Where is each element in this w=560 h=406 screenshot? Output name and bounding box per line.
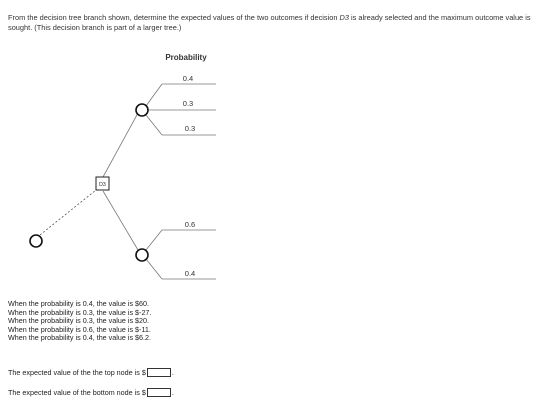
bottom-probability-2: 0.4	[184, 269, 196, 278]
probability-header: Probability	[165, 53, 207, 62]
top-probability-1: 0.4	[182, 74, 194, 83]
question-text-part2: is already selected and the maximum outcome value is sought. (This decision branch is part of a larger tree.)	[8, 13, 531, 32]
bottom-node-answer-label: The expected value of the bottom node is $	[8, 388, 146, 397]
d3-to-top-branch	[103, 113, 138, 177]
top-chance-node	[136, 104, 148, 116]
bottom-node-answer-suffix: .	[171, 388, 174, 397]
question-decision-label: D3	[339, 13, 349, 22]
d3-to-bottom-branch	[103, 191, 138, 250]
decision-node-label: D3	[99, 182, 106, 188]
outcome-value-line: When the probability is 0.6, the value is $-11.	[8, 324, 151, 334]
top-node-answer-label: The expected value of the the top node is $	[8, 368, 146, 377]
outcome-value-line: When the probability is 0.3, the value is $20.	[8, 316, 150, 326]
top-branch-1	[146, 84, 162, 106]
bottom-node-answer-row	[8, 388, 174, 397]
top-probability-2: 0.3	[182, 99, 194, 108]
top-node-answer-input[interactable]	[147, 368, 171, 377]
question-text-part1: From the decision tree branch shown, determine the expected values of the two outcomes if decision	[8, 13, 340, 22]
bottom-probability-1: 0.6	[184, 220, 196, 229]
top-node-answer-row	[8, 368, 174, 377]
bottom-chance-node	[136, 249, 148, 261]
bottom-branch-1	[146, 230, 162, 250]
outcome-values-list	[8, 300, 151, 343]
dashed-branch-line	[40, 190, 96, 235]
bottom-branch-2	[146, 259, 162, 279]
outcome-value-line: When the probability is 0.3, the value is $-27.	[8, 307, 152, 317]
top-branch-3	[146, 115, 162, 135]
top-probability-3: 0.3	[184, 124, 196, 133]
left-chance-node	[30, 235, 42, 247]
bottom-node-answer-input[interactable]	[147, 388, 171, 397]
outcome-value-line: When the probability is 0.4, the value is $60.	[8, 299, 150, 308]
top-node-answer-suffix: .	[171, 368, 174, 377]
outcome-value-line: When the probability is 0.4, the value is $6.2.	[8, 333, 152, 343]
